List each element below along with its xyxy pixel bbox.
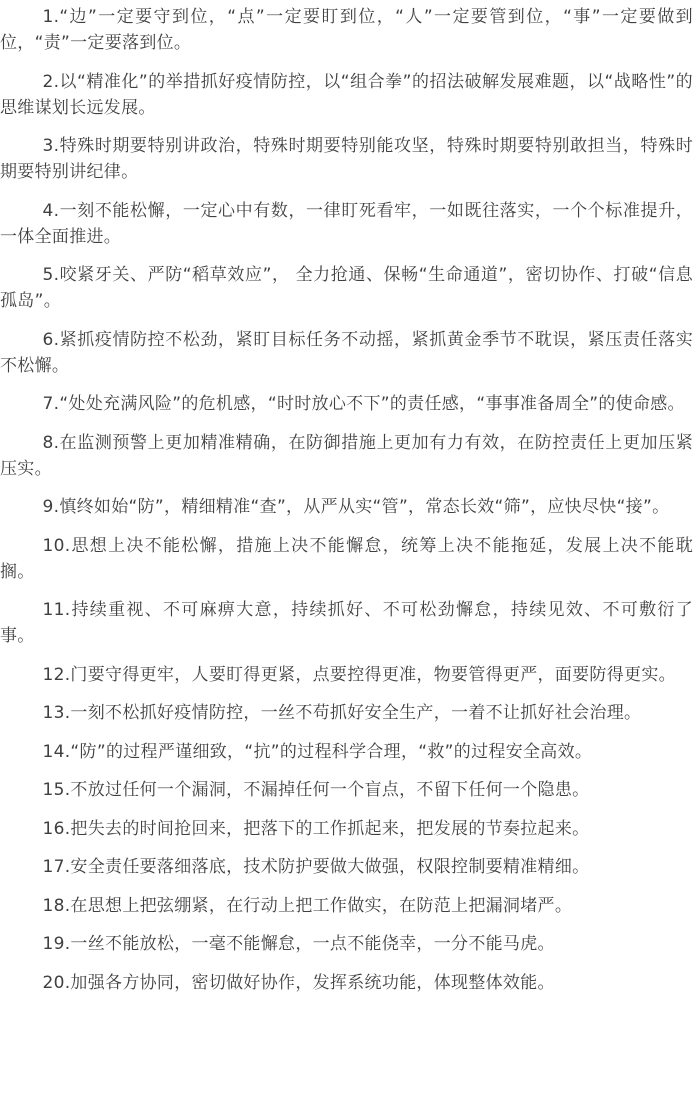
paragraph-1: 1.“边”一定要守到位，“点”一定要盯到位，“人”一定要管到位，“事”一定要做到位，“责”一定要落到位。 — [0, 7, 693, 53]
paragraph-11: 11.持续重视、不可麻痹大意，持续抓好、不可松劲懈怠，持续见效、不可敷衍了事。 — [0, 600, 693, 646]
paragraph-17: 17.安全责任要落细落底，技术防护要做大做强，权限控制要精准精细。 — [42, 857, 590, 877]
paragraph-13: 13.一刻不松抓好疫情防控，一丝不苟抓好安全生产，一着不让抓好社会治理。 — [42, 703, 642, 723]
paragraph-20: 20.加强各方协同，密切做好协作，发挥系统功能，体现整体效能。 — [42, 972, 555, 993]
paragraph-8: 8.在监测预警上更加精准精确，在防御措施上更加有力有效，在防控责任上更加压紧压实。 — [0, 432, 693, 479]
paragraph-4: 4.一刻不能松懈，一定心中有数，一律盯死看牢，一如既往落实，一个个标准提升，一体全面推进。 — [0, 200, 693, 247]
paragraph-5: 5.咬紧牙关、严防“稻草效应”， 全力抢通、保畅“生命通道”，密切协作、打破“信息孤岛”。 — [0, 265, 693, 311]
paragraph-3: 3.特殊时期要特别讲政治，特殊时期要特别能攻坚，特殊时期要特别敢担当，特殊时期要特别讲纪律。 — [0, 136, 693, 182]
paragraph-14: 14.“防”的过程严谨细致，“抗”的过程科学合理，“救”的过程安全高效。 — [42, 741, 593, 762]
paragraph-7: 7.“处处充满风险”的危机感，“时时放心不下”的责任感，“事事准备周全”的使命感。 — [42, 394, 685, 414]
paragraph-2: 2.以“精准化”的举措抓好疫情防控，以“组合拳”的招法破解发展难题，以“战略性”的思维谋划长远发展。 — [0, 71, 693, 118]
paragraph-6: 6.紧抓疫情防控不松劲，紧盯目标任务不动摇，紧抓黄金季节不耽误，紧压责任落实不松懈。 — [0, 329, 693, 376]
paragraph-18: 18.在思想上把弦绷紧，在行动上把工作做实，在防范上把漏洞堵严。 — [42, 895, 573, 916]
paragraph-10: 10.思想上决不能松懈，措施上决不能懈怠，统筹上决不能拖延，发展上决不能耽搁。 — [0, 535, 693, 582]
paragraph-9: 9.慎终如始“防”，精细精准“查”，从严从实“管”，常态长效“筛”，应快尽快“接”。 — [42, 497, 670, 517]
paragraph-19: 19.一丝不能放松，一毫不能懈怠，一点不能侥幸，一分不能马虎。 — [42, 934, 555, 954]
paragraph-15: 15.不放过任何一个漏洞，不漏掉任何一个盲点，不留下任何一个隐患。 — [42, 780, 590, 800]
paragraph-12: 12.门要守得更牢，人要盯得更紧，点要控得更准，物要管得更严，面要防得更实。 — [42, 664, 676, 685]
paragraph-16: 16.把失去的时间抢回来，把落下的工作抓起来，把发展的节奏拉起来。 — [42, 818, 590, 839]
